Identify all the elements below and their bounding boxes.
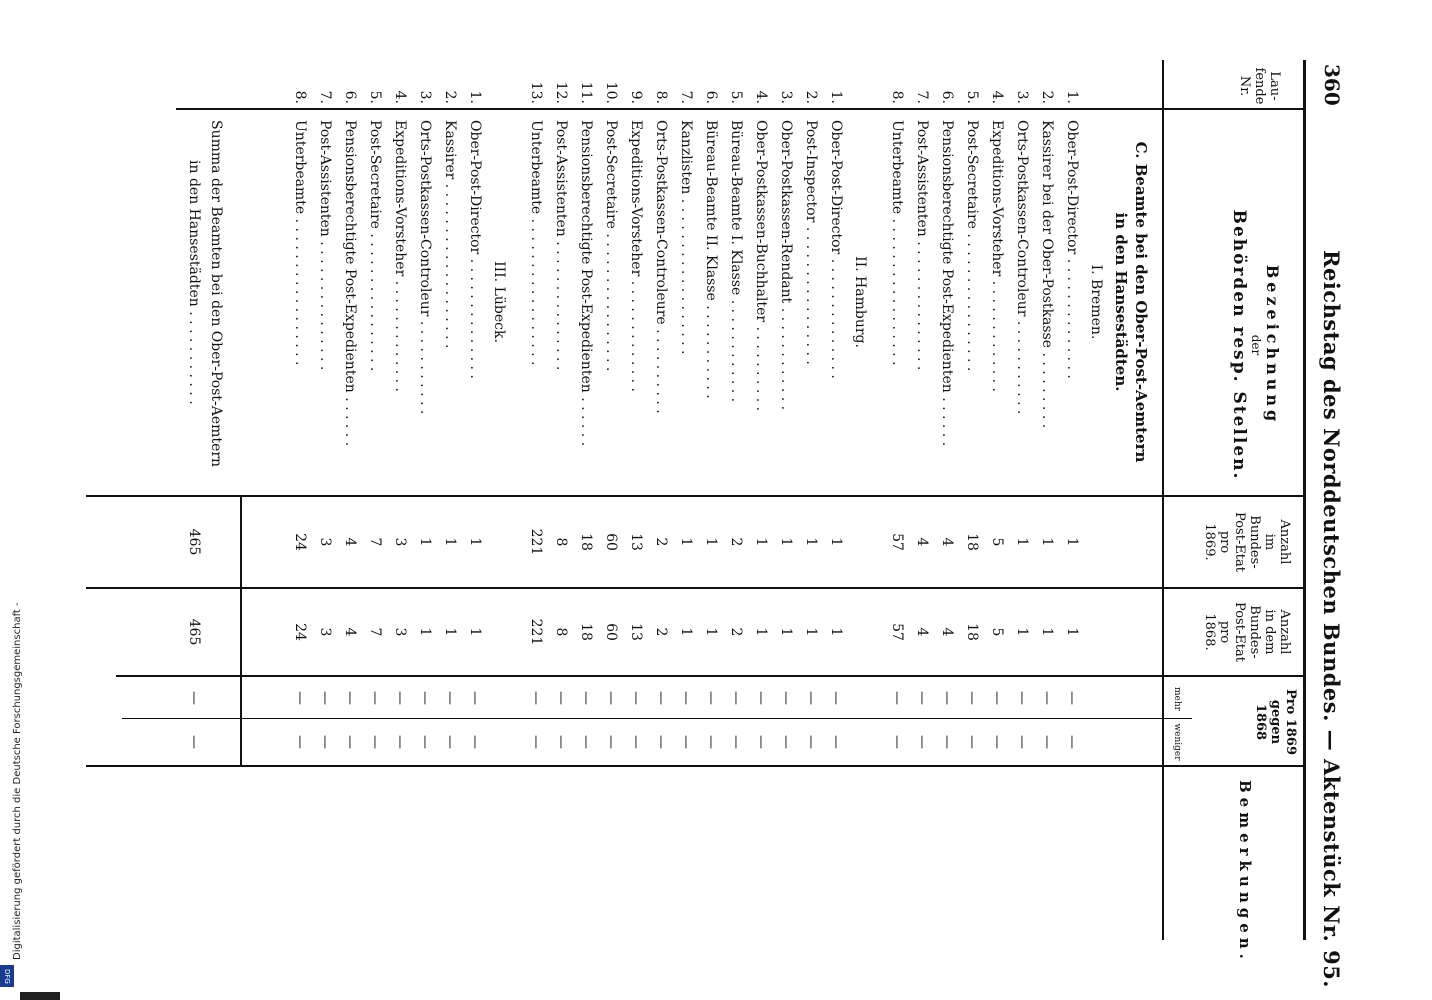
- row-mehr: —: [989, 691, 1005, 705]
- row-number: 1.: [1064, 90, 1080, 104]
- row-number: 6.: [939, 90, 955, 104]
- row-value-1869: 57: [889, 533, 905, 551]
- row-mehr: —: [467, 691, 483, 705]
- row-weniger: —: [828, 735, 844, 749]
- row-value-1869: 13: [628, 533, 644, 551]
- row-value-1869: 1: [1014, 537, 1030, 547]
- row-value-1869: 2: [653, 537, 669, 547]
- row-number: 7.: [678, 90, 694, 104]
- row-weniger: —: [964, 735, 980, 749]
- row-label: Ober-Post-Director . . . . . . . . . . . . . .: [1064, 120, 1080, 379]
- row-mehr: —: [578, 691, 594, 705]
- row-number: 5.: [728, 90, 744, 104]
- row-value-1869: 5: [989, 537, 1005, 547]
- row-number: 1.: [467, 90, 483, 104]
- row-weniger: —: [578, 735, 594, 749]
- row-mehr: —: [342, 691, 358, 705]
- row-label: Ober-Postkassen-Rendant . . . . . . . . . . . .: [778, 120, 794, 411]
- row-mehr: —: [728, 691, 744, 705]
- row-number: 12.: [553, 81, 569, 104]
- row-value-1868: 1: [417, 627, 433, 637]
- row-value-1868: 7: [367, 627, 383, 637]
- row-value-1869: 1: [703, 537, 719, 547]
- row-value-1869: 3: [317, 537, 333, 547]
- row-number: 2.: [442, 90, 458, 104]
- row-value-1868: 4: [914, 627, 930, 637]
- row-label: Ober-Postkassen-Buchhalter . . . . . . . . . .: [753, 120, 769, 412]
- col-rule-nr: [176, 108, 1306, 110]
- row-number: 8.: [653, 90, 669, 104]
- row-mehr: —: [753, 691, 769, 705]
- group-heading: II. Hamburg.: [852, 256, 868, 348]
- group-heading: I. Bremen.: [1088, 264, 1104, 340]
- row-mehr: —: [778, 691, 794, 705]
- page-number: 360: [1320, 64, 1344, 106]
- total-1868: 465: [186, 618, 202, 646]
- row-mehr: —: [292, 691, 308, 705]
- row-number: 7.: [914, 90, 930, 104]
- row-mehr: —: [964, 691, 980, 705]
- row-value-1868: 1: [1064, 627, 1080, 637]
- row-number: 8.: [292, 90, 308, 104]
- row-value-1868: 1: [703, 627, 719, 637]
- row-value-1869: 4: [939, 537, 955, 547]
- row-label: Post-Assistenten . . . . . . . . . . . . . . .: [553, 120, 569, 371]
- row-value-1869: 7: [367, 537, 383, 547]
- row-value-1869: 1: [1064, 537, 1080, 547]
- row-label: Büreau-Beamte II. Klasse . . . . . . . . . . .: [703, 120, 719, 399]
- row-weniger: —: [803, 735, 819, 749]
- page-header-title: Reichstag des Norddeutschen Bundes. — Aktenstück Nr. 95.: [1319, 250, 1344, 989]
- row-value-1868: 24: [292, 623, 308, 641]
- row-value-1869: 1: [828, 537, 844, 547]
- row-label: Post-Secretaire . . . . . . . . . . . . . . . .: [367, 120, 383, 372]
- row-value-1868: 18: [964, 623, 980, 641]
- col-header-1868: Anzahl in dem Bundes- Post-Etat pro 1868.: [1202, 601, 1292, 663]
- row-number: 4.: [392, 90, 408, 104]
- row-mehr: —: [442, 691, 458, 705]
- row-weniger: —: [778, 735, 794, 749]
- row-mehr: —: [939, 691, 955, 705]
- row-number: 3.: [1014, 90, 1030, 104]
- row-mehr: —: [914, 691, 930, 705]
- row-label: Ober-Post-Director . . . . . . . . . . . . . .: [828, 120, 844, 379]
- row-number: 2.: [1039, 90, 1055, 104]
- row-mehr: —: [553, 691, 569, 705]
- row-value-1869: 24: [292, 533, 308, 551]
- row-value-1869: 4: [342, 537, 358, 547]
- row-value-1869: 1: [417, 537, 433, 547]
- row-value-1869: 18: [578, 533, 594, 551]
- col-header-weniger: weniger: [1172, 723, 1182, 761]
- row-label: Kassirer bei der Ober-Postkasse . . . . . . . . .: [1039, 120, 1055, 429]
- row-mehr: —: [678, 691, 694, 705]
- row-value-1868: 4: [342, 627, 358, 637]
- row-mehr: —: [803, 691, 819, 705]
- row-value-1868: 1: [678, 627, 694, 637]
- row-value-1869: 1: [803, 537, 819, 547]
- row-label: Orts-Postkassen-Controleure . . . . . . . . . .: [653, 120, 669, 414]
- row-mehr: —: [889, 691, 905, 705]
- row-label: Unterbeamte . . . . . . . . . . . . . . . . .: [889, 120, 905, 366]
- row-number: 4.: [753, 90, 769, 104]
- col-header-remarks: Bemerkungen.: [1236, 780, 1254, 964]
- row-number: 5.: [964, 90, 980, 104]
- row-value-1869: 8: [553, 537, 569, 547]
- row-label: Unterbeamte . . . . . . . . . . . . . . . . .: [292, 120, 308, 366]
- row-number: 7.: [317, 90, 333, 104]
- col-header-1869: Anzahl im Bundes- Post-Etat pro 1869.: [1202, 511, 1292, 573]
- col-rule-mehr: [122, 718, 1192, 719]
- row-value-1868: 3: [317, 627, 333, 637]
- row-mehr: —: [703, 691, 719, 705]
- row-label: Ober-Post-Director . . . . . . . . . . . . . .: [467, 120, 483, 379]
- row-label: Pensionsberechtigte Post-Expedienten . . . . . .: [939, 120, 955, 447]
- col-header-desc-line3: Behörden resp. Stellen.: [1229, 209, 1249, 481]
- row-number: 3.: [417, 90, 433, 104]
- row-label: Unterbeamte . . . . . . . . . . . . . . . . .: [528, 120, 544, 366]
- row-value-1868: 13: [628, 623, 644, 641]
- row-weniger: —: [467, 735, 483, 749]
- row-number: 6.: [342, 90, 358, 104]
- col-header-desc-line2: der: [1249, 334, 1263, 356]
- row-label: Orts-Postkassen-Controleur . . . . . . . . . . .: [1014, 120, 1030, 415]
- row-value-1868: 60: [603, 623, 619, 641]
- row-label: Expeditions-Vorsteher . . . . . . . . . . . . .: [989, 120, 1005, 392]
- total-mehr: —: [186, 691, 202, 705]
- row-mehr: —: [417, 691, 433, 705]
- total-weniger: —: [186, 735, 202, 749]
- row-number: 9.: [628, 90, 644, 104]
- row-weniger: —: [989, 735, 1005, 749]
- row-value-1868: 1: [778, 627, 794, 637]
- row-label: Post-Assistenten . . . . . . . . . . . . . . .: [914, 120, 930, 371]
- row-weniger: —: [342, 735, 358, 749]
- row-value-1869: 1: [753, 537, 769, 547]
- row-weniger: —: [553, 735, 569, 749]
- row-value-1869: 4: [914, 537, 930, 547]
- col-rule-desc: [86, 495, 1306, 497]
- row-value-1869: 18: [964, 533, 980, 551]
- total-separator: [240, 497, 242, 767]
- total-label-line1: Summa der Beamten bei den Ober-Post-Aemtern: [208, 120, 224, 468]
- row-label: Pensionsberechtigte Post-Expedienten . . . . . .: [578, 120, 594, 447]
- row-value-1869: 3: [392, 537, 408, 547]
- row-value-1868: 2: [653, 627, 669, 637]
- row-value-1868: 221: [528, 618, 544, 646]
- row-mehr: —: [317, 691, 333, 705]
- col-header-desc: [1229, 200, 1282, 490]
- row-label: Expeditions-Vorsteher . . . . . . . . . . . . .: [392, 120, 408, 392]
- row-weniger: —: [889, 735, 905, 749]
- section-title: C. Beamte bei den Ober-Post-Aemtern: [1132, 141, 1150, 463]
- row-number: 8.: [889, 90, 905, 104]
- row-weniger: —: [292, 735, 308, 749]
- row-value-1868: 1: [467, 627, 483, 637]
- row-weniger: —: [728, 735, 744, 749]
- row-value-1869: 1: [1039, 537, 1055, 547]
- row-number: 11.: [578, 81, 594, 104]
- row-value-1868: 8: [553, 627, 569, 637]
- row-weniger: —: [528, 735, 544, 749]
- total-1869: 465: [186, 528, 202, 556]
- row-number: 6.: [703, 90, 719, 104]
- row-value-1869: 1: [467, 537, 483, 547]
- table-top-rule: [1303, 60, 1306, 940]
- col-header-mehr: mehr: [1172, 687, 1182, 711]
- row-number: 1.: [828, 90, 844, 104]
- row-weniger: —: [392, 735, 408, 749]
- row-number: 2.: [803, 90, 819, 104]
- row-label: Orts-Postkassen-Controleur . . . . . . . . . . .: [417, 120, 433, 415]
- row-mehr: —: [528, 691, 544, 705]
- col-rule-1868: [116, 675, 1306, 677]
- row-mehr: —: [1014, 691, 1030, 705]
- row-mehr: —: [1039, 691, 1055, 705]
- row-number: 3.: [778, 90, 794, 104]
- row-weniger: —: [317, 735, 333, 749]
- row-label: Post-Assistenten . . . . . . . . . . . . . . .: [317, 120, 333, 371]
- row-value-1868: 1: [828, 627, 844, 637]
- header-bottom-rule: [1162, 60, 1164, 940]
- row-weniger: —: [653, 735, 669, 749]
- row-weniger: —: [1039, 735, 1055, 749]
- row-label: Post-Secretaire . . . . . . . . . . . . . . . .: [964, 120, 980, 372]
- dfg-logo: DFG: [0, 965, 14, 987]
- row-value-1869: 221: [528, 528, 544, 556]
- row-mehr: —: [628, 691, 644, 705]
- row-value-1868: 1: [1014, 627, 1030, 637]
- row-value-1869: 1: [442, 537, 458, 547]
- row-value-1868: 1: [803, 627, 819, 637]
- row-label: Post-Inspector . . . . . . . . . . . . . . . .: [803, 120, 819, 365]
- row-value-1868: 1: [442, 627, 458, 637]
- row-weniger: —: [914, 735, 930, 749]
- group-heading: III. Lübeck.: [491, 261, 507, 343]
- row-value-1869: 1: [678, 537, 694, 547]
- row-mehr: —: [367, 691, 383, 705]
- row-weniger: —: [678, 735, 694, 749]
- row-value-1869: 60: [603, 533, 619, 551]
- row-value-1868: 1: [753, 627, 769, 637]
- col-rule-1869: [86, 587, 1306, 589]
- row-value-1868: 57: [889, 623, 905, 641]
- col-header-nr: Lau- fende Nr.: [1237, 67, 1282, 105]
- row-weniger: —: [1064, 735, 1080, 749]
- row-label: Pensionsberechtigte Post-Expedienten . . . . . .: [342, 120, 358, 447]
- col-header-desc-line1: Bezeichnung: [1263, 264, 1282, 426]
- row-value-1868: 1: [1039, 627, 1055, 637]
- row-value-1869: 2: [728, 537, 744, 547]
- row-number: 5.: [367, 90, 383, 104]
- row-mehr: —: [1064, 691, 1080, 705]
- row-number: 10.: [603, 81, 619, 104]
- row-weniger: —: [628, 735, 644, 749]
- row-value-1868: 18: [578, 623, 594, 641]
- row-label: Kassirer . . . . . . . . . . . . . . . . . . .: [442, 120, 458, 349]
- row-label: Kanzlisten . . . . . . . . . . . . . . . . . .: [678, 120, 694, 355]
- row-mehr: —: [653, 691, 669, 705]
- row-weniger: —: [367, 735, 383, 749]
- row-value-1868: 5: [989, 627, 1005, 637]
- section-subtitle: in den Hansestädten.: [1112, 212, 1130, 392]
- row-value-1868: 3: [392, 627, 408, 637]
- row-value-1868: 2: [728, 627, 744, 637]
- row-weniger: —: [1014, 735, 1030, 749]
- total-label-line2: in den Hansestädten . . . . . . . . . . .: [186, 160, 202, 405]
- col-rule-diff: [86, 765, 1306, 767]
- row-weniger: —: [417, 735, 433, 749]
- row-weniger: —: [703, 735, 719, 749]
- row-mehr: —: [392, 691, 408, 705]
- row-number: 13.: [528, 81, 544, 104]
- row-mehr: —: [828, 691, 844, 705]
- row-value-1868: 4: [939, 627, 955, 637]
- row-label: Expeditions-Vorsteher . . . . . . . . . . . . .: [628, 120, 644, 392]
- row-number: 4.: [989, 90, 1005, 104]
- col-header-diff: Pro 1869 gegen 1868: [1253, 688, 1298, 755]
- row-weniger: —: [442, 735, 458, 749]
- row-weniger: —: [603, 735, 619, 749]
- row-mehr: —: [603, 691, 619, 705]
- row-weniger: —: [753, 735, 769, 749]
- row-label: Post-Secretaire . . . . . . . . . . . . . . . .: [603, 120, 619, 372]
- row-weniger: —: [939, 735, 955, 749]
- digitization-credit: Digitalisierung gefördert durch die Deutsche Forschungsgemeinschaft -: [12, 602, 23, 960]
- row-label: Büreau-Beamte I. Klasse . . . . . . . . . . . .: [728, 120, 744, 403]
- row-value-1869: 1: [778, 537, 794, 547]
